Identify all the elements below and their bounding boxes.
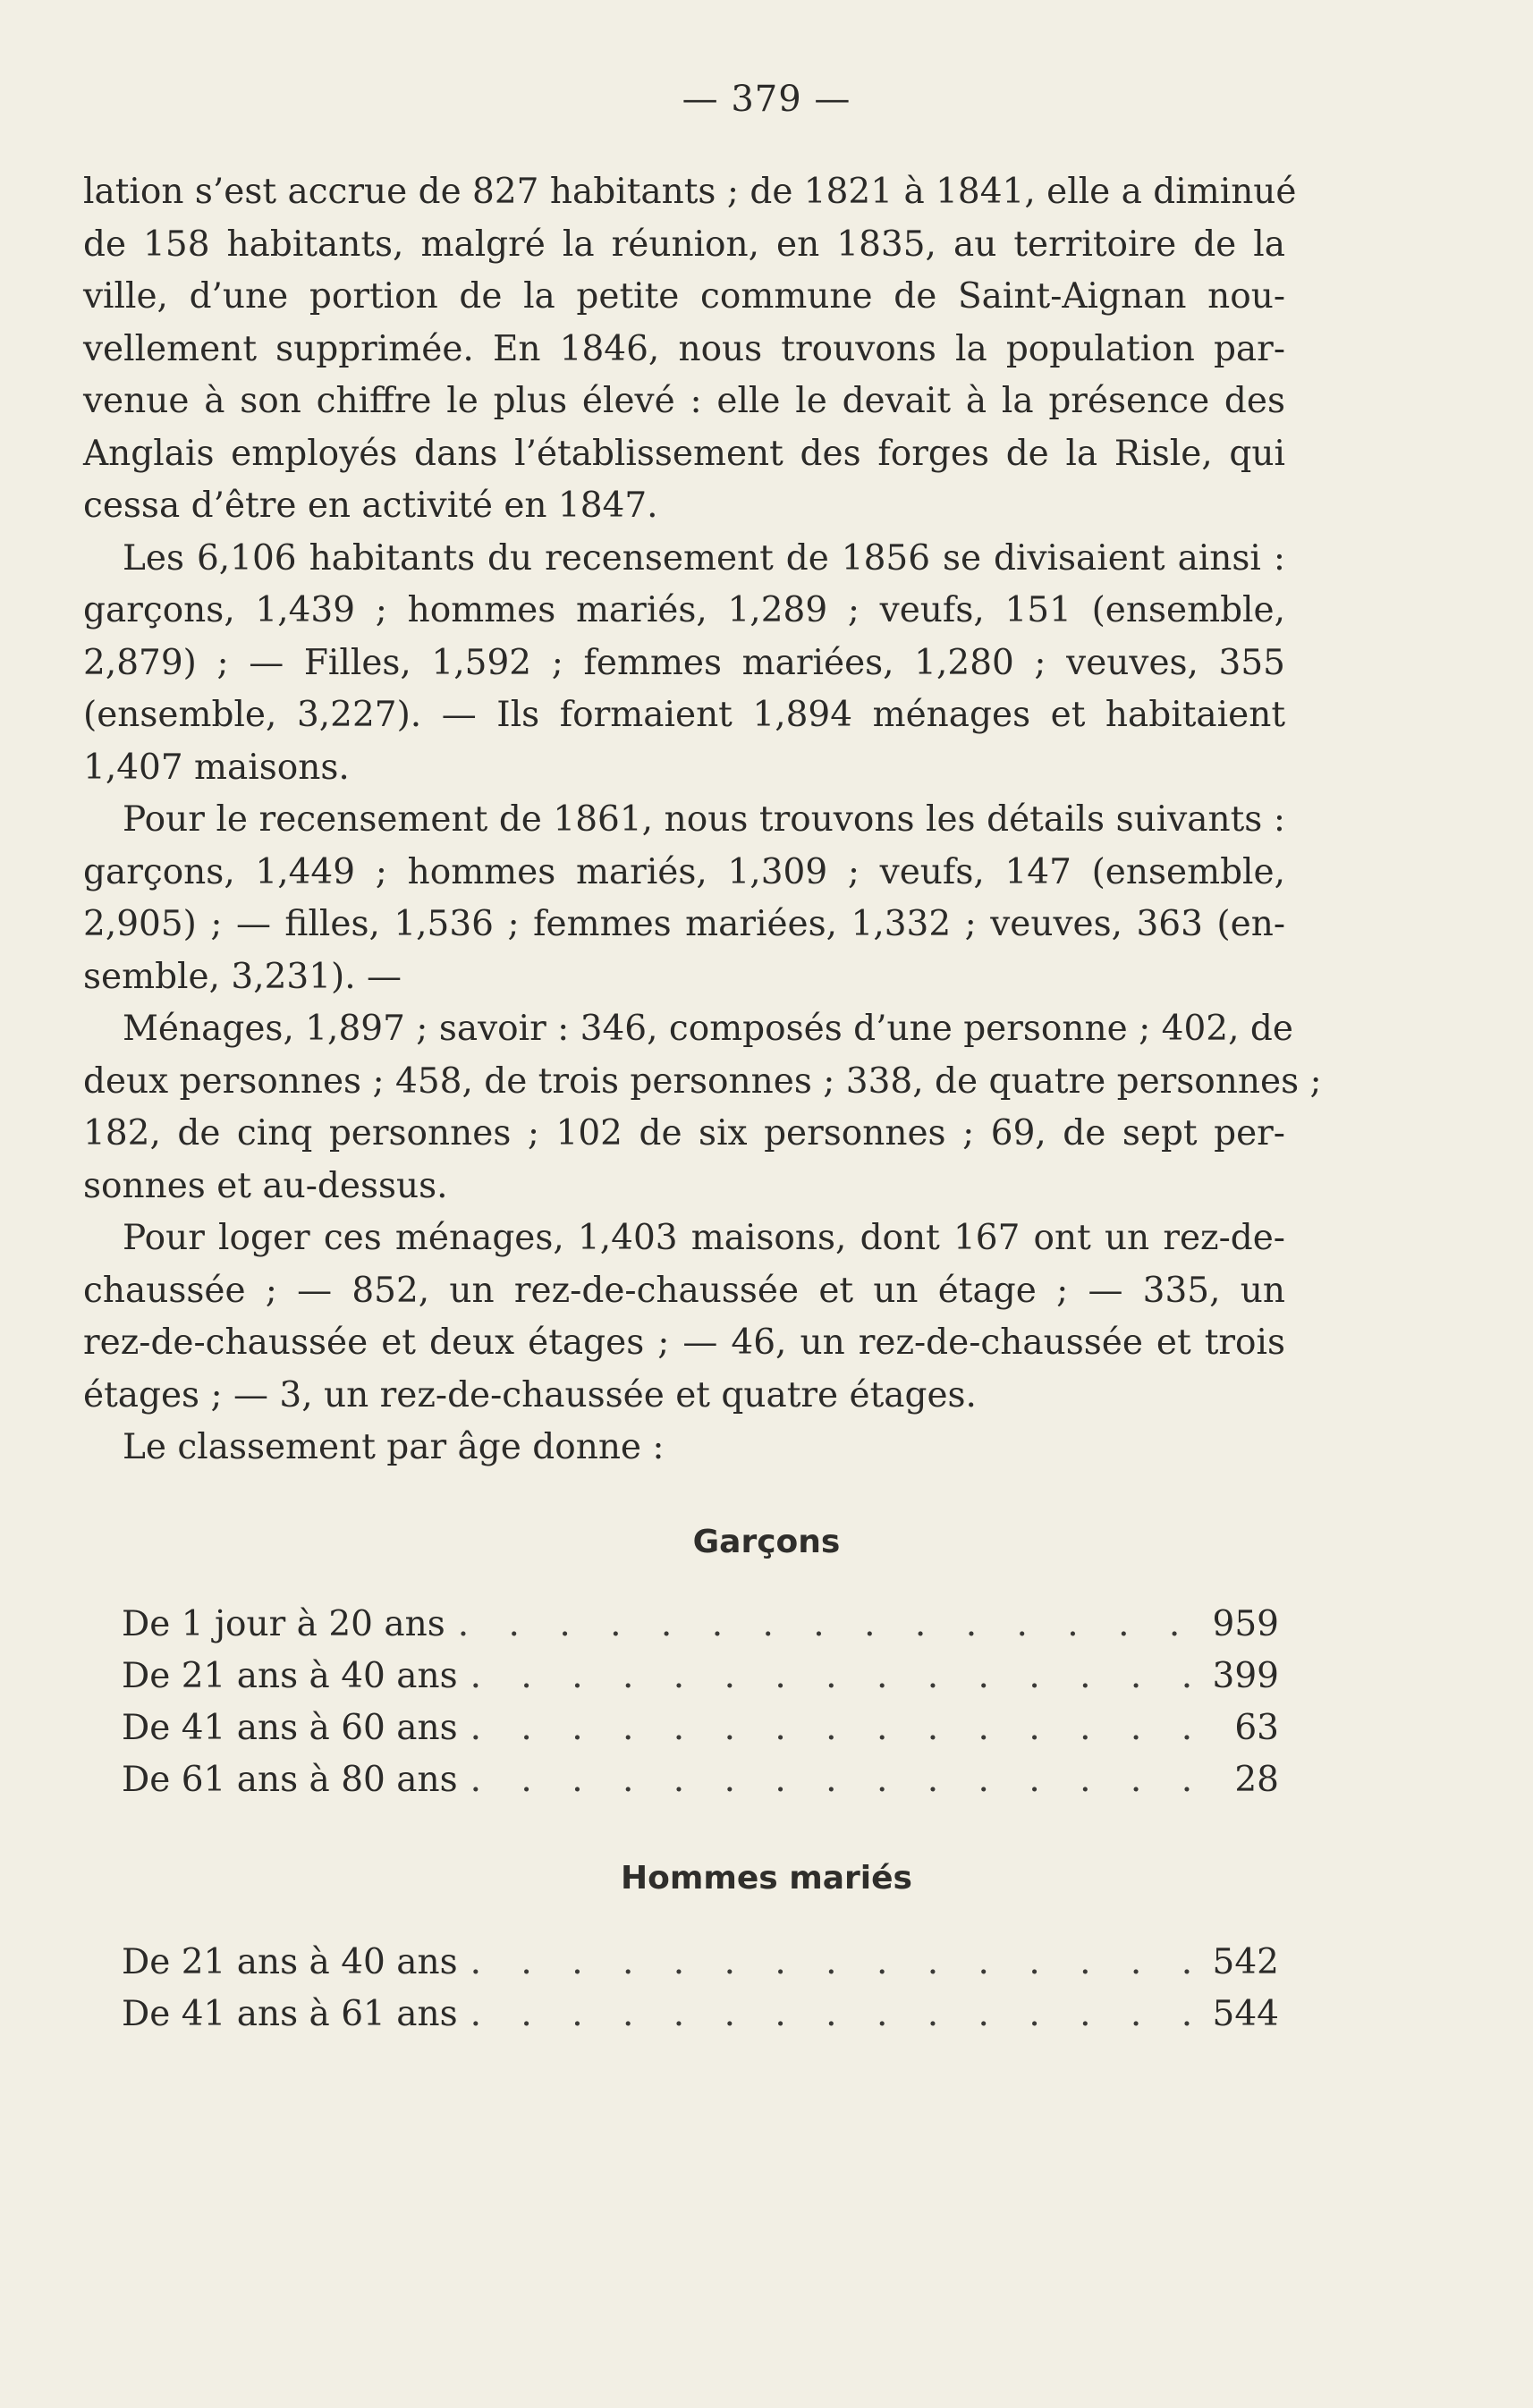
text-line: rez-de-chaussée et deux étages ; — 46, un rez-de-chaussée et trois xyxy=(83,1322,1285,1363)
text-line: ville, d’une portion de la petite commune de Saint-Aignan nou- xyxy=(83,276,1285,317)
table-row xyxy=(122,1760,1279,1810)
text-line: 2,879) ; — Filles, 1,592 ; femmes mariées, 1,280 ; veuves, 355 xyxy=(83,642,1285,683)
row-label: De 61 ans à 80 ans xyxy=(122,1760,458,1800)
text-line: 1,407 maisons. xyxy=(83,747,350,788)
dot-leader xyxy=(470,1760,1213,1800)
text-line: Le classement par âge donne : xyxy=(123,1427,665,1467)
text-line: venue à son chiffre le plus élevé : elle le devait à la présence des xyxy=(83,381,1285,421)
table-heading-garcons: Garçons xyxy=(692,1524,841,1560)
text-line: deux personnes ; 458, de trois personnes ; 338, de quatre personnes ; xyxy=(83,1060,1322,1102)
dot-leader xyxy=(470,1994,1200,2034)
table-row xyxy=(122,1604,1279,1654)
table-heading-hommes-maries: Hommes mariés xyxy=(620,1860,912,1897)
text-line: Ménages, 1,897 ; savoir : 346, composés d’une personne ; 402, de xyxy=(123,1009,1293,1049)
text-line: vellement supprimée. En 1846, nous trouvons la population par- xyxy=(83,328,1285,369)
table-row xyxy=(122,1708,1279,1758)
table-row xyxy=(122,1942,1279,1992)
text-line: garçons, 1,449 ; hommes mariés, 1,309 ; veufs, 147 (ensemble, xyxy=(83,851,1285,892)
text-line: lation s’est accrue de 827 habitants ; de 1821 à 1841, elle a diminué xyxy=(83,172,1297,212)
table-row xyxy=(122,1656,1279,1706)
dot-leader xyxy=(458,1604,1200,1644)
text-line: 2,905) ; — filles, 1,536 ; femmes mariées, 1,332 ; veuves, 363 (en- xyxy=(83,904,1285,944)
row-value: 28 xyxy=(1234,1760,1279,1800)
text-line: Pour le recensement de 1861, nous trouvons les détails suivants : xyxy=(123,799,1285,840)
row-value: 63 xyxy=(1234,1708,1279,1748)
text-line: étages ; — 3, un rez-de-chaussée et quatre étages. xyxy=(83,1374,977,1415)
row-value: 959 xyxy=(1212,1604,1279,1644)
row-value: 542 xyxy=(1212,1942,1279,1982)
dot-leader xyxy=(470,1708,1213,1748)
text-line: Anglais employés dans l’établissement des forges de la Risle, qui xyxy=(83,433,1285,474)
text-line: 182, de cinq personnes ; 102 de six personnes ; 69, de sept per- xyxy=(83,1113,1285,1153)
table-row xyxy=(122,1994,1279,2044)
text-line: cessa d’être en activité en 1847. xyxy=(83,486,658,526)
row-label: De 41 ans à 60 ans xyxy=(122,1708,458,1748)
row-label: De 41 ans à 61 ans xyxy=(122,1994,458,2034)
dot-leader xyxy=(470,1656,1200,1696)
row-value: 544 xyxy=(1212,1994,1279,2034)
text-line: chaussée ; — 852, un rez-de-chaussée et un étage ; — 335, un xyxy=(83,1270,1285,1311)
text-line: Les 6,106 habitants du recensement de 1856 se divisaient ainsi : xyxy=(123,537,1285,579)
text-line: Pour loger ces ménages, 1,403 maisons, dont 167 ont un rez-de- xyxy=(123,1218,1285,1258)
text-line: semble, 3,231). — xyxy=(83,956,402,997)
text-line: sonnes et au-dessus. xyxy=(83,1165,448,1206)
text-line: (ensemble, 3,227). — Ils formaient 1,894 ménages et habitaient xyxy=(83,695,1285,735)
page-number: — 379 — xyxy=(682,79,851,120)
body-text xyxy=(83,166,1322,1474)
text-line: garçons, 1,439 ; hommes mariés, 1,289 ; veufs, 151 (ensemble, xyxy=(83,590,1285,630)
row-label: De 1 jour à 20 ans xyxy=(122,1604,445,1644)
text-line: de 158 habitants, malgré la réunion, en 1835, au territoire de la xyxy=(83,224,1285,265)
row-label: De 21 ans à 40 ans xyxy=(122,1942,458,1982)
row-label: De 21 ans à 40 ans xyxy=(122,1656,458,1696)
row-value: 399 xyxy=(1212,1656,1279,1696)
dot-leader xyxy=(470,1942,1200,1982)
